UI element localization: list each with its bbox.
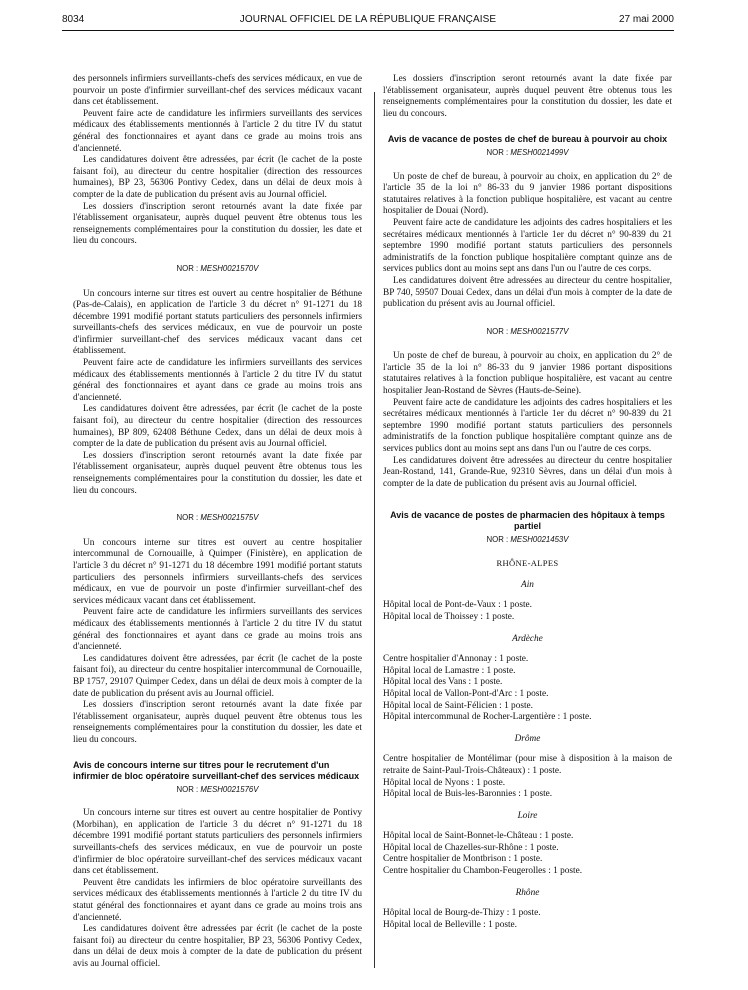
department-heading: Loire	[517, 810, 538, 821]
page-number: 8034	[62, 14, 85, 25]
paragraph: Un concours interne sur titres est ouvert au centre hospitalier de Pontivy (Morbihan), en application de l'article 3 du décret n° 91-1271 du 18 décembre 1991 modifié portant statuts particuliers des personnels infirmiers surveillants-chefs des services médicaux, en vue de pourvoir un poste d'infirmier de bloc opératoire surveillant-chef des services médicaux vacant dans cet établissement.	[73, 808, 362, 877]
paragraph: Peuvent faire acte de candidature les adjoints des cadres hospitaliers et les secrétaires médicaux mentionnés à l'article 1er du décret n° 90-839 du 21 septembre 1990 modifié portant statuts particuliers des personnels administratifs de la fonction publique hospitalière comptant quinze ans de services publics dont au moins sept ans dans l'un ou l'autre de ces corps.	[383, 217, 672, 275]
nor-label: NOR :	[176, 784, 199, 794]
hospital-entry: Hôpital local de Nyons : 1 poste.	[383, 777, 506, 788]
hospital-entry: Hôpital local de Saint-Bonnet-le-Château : 1 poste.	[383, 831, 574, 842]
paragraph: des personnels infirmiers surveillants-chefs des services médicaux, en vue de pourvoir un poste d'infirmier surveillant-chef des services médicaux vacant dans cet établissement.	[73, 74, 362, 108]
page-header	[62, 11, 674, 29]
hospital-entry: Hôpital intercommunal de Rocher-Largentière : 1 poste.	[383, 712, 592, 723]
paragraph: Peuvent faire acte de candidature les adjoints des cadres hospitaliers et les secrétaires médicaux mentionnés à l'article 1er du décret n° 90-839 du 21 septembre 1990 modifié portant statuts particuliers des personnels administratifs de la fonction publique hospitalière comptant quinze ans de services publics dont au moins sept ans dans l'un ou l'autre de ces corps.	[383, 397, 672, 455]
paragraph: Les candidatures doivent être adressées au directeur du centre hospitalier, BP 740, 59507 Douai Cedex, dans un délai d'un mois à compter de la date de publication du présent avis au Journal officiel.	[383, 275, 672, 310]
paragraph: Peuvent faire acte de candidature les infirmiers surveillants des services médicaux des établissements mentionnés à l'article 2 du titre IV du statut général des fonctionnaires et ayant dans ce grade au moins trois ans d'ancienneté.	[73, 607, 362, 653]
paragraph: Un poste de chef de bureau, à pourvoir au choix, en application du 2° de l'article 35 de la loi n° 86-33 du 9 janvier 1986 portant dispositions statutaires relatives à la fonction publique hospitalière, est vacant au centre hospitalier de Douai (Nord).	[383, 171, 672, 217]
section-heading: Avis de vacance de postes de pharmacien des hôpitaux à temps partiel	[390, 510, 665, 531]
nor-code: MESH0021575V	[200, 513, 259, 523]
nor-code: MESH0021453V	[510, 534, 569, 544]
department-heading: Ain	[521, 579, 534, 590]
hospital-entry: Hôpital local de Belleville : 1 poste.	[383, 919, 517, 930]
paragraph: Les dossiers d'inscription seront retournés avant la date fixée par l'établissement organisateur, auprès duquel peuvent être obtenus tous les renseignements complémentaires pour la constitution du dossier, les date et lieu du concours.	[73, 700, 362, 745]
hospital-entry: Centre hospitalier du Chambon-Feugerolles : 1 poste.	[383, 866, 583, 877]
paragraph: Les dossiers d'inscription seront retournés avant la date fixée par l'établissement organisateur, auprès duquel peuvent être obtenus tous les renseignements complémentaires pour la constitution du dossier, les date et lieu du concours.	[73, 201, 362, 247]
paragraph: Peuvent faire acte de candidature les infirmiers surveillants des services médicaux des établissements mentionnés à l'article 2 du titre IV du statut général des fonctionnaires et ayant dans ce grade au moins trois ans d'ancienneté.	[73, 108, 362, 154]
paragraph: Les candidatures doivent être adressées, par écrit (le cachet de la poste faisant foi), au directeur du centre hospitalier (direction des ressources humaines), BP 809, 62408 Béthune Cedex, dans un délai de deux mois à compter de la date de publication du présent avis au Journal officiel.	[73, 404, 362, 450]
department-heading: Rhône	[515, 887, 540, 898]
paragraph: Les candidatures doivent être adressées, par écrit (le cachet de la poste faisant foi), au directeur du centre hospitalier (direction des ressources humaines), BP 23, 56306 Pontivy Cedex, dans un délai de deux mois à compter de la date de publication du présent avis au Journal officiel.	[73, 155, 362, 200]
journal-title: JOURNAL OFFICIEL DE LA RÉPUBLIQUE FRANÇAISE	[239, 14, 497, 25]
section-heading: Avis de vacance de postes de chef de bureau à pourvoir au choix	[387, 134, 668, 145]
hospital-entry: Centre hospitalier de Montbrison : 1 poste.	[383, 854, 543, 865]
paragraph: Peuvent faire acte de candidature les infirmiers surveillants des services médicaux des établissements mentionnés à l'article 2 du titre IV du statut général des fonctionnaires et ayant dans ce grade au moins trois ans d'ancienneté.	[73, 358, 362, 403]
hospital-entry: Centre hospitalier de Montélimar (pour mise à disposition à la maison de retraite de Saint-Paul-Trois-Châteaux) : 1 poste.	[383, 754, 672, 776]
nor-reference	[383, 534, 672, 546]
nor-reference	[73, 512, 362, 524]
nor-label: NOR :	[486, 534, 509, 544]
paragraph: Les dossiers d'inscription seront retournés avant la date fixée par l'établissement organisateur, auprès duquel peuvent être obtenus tous les renseignements complémentaires pour la constitution du dossier, les date et lieu du concours.	[73, 450, 362, 496]
right-column	[383, 74, 672, 931]
column-separator	[374, 92, 375, 968]
issue-date: 27 mai 2000	[618, 14, 674, 25]
nor-reference	[383, 147, 672, 159]
hospital-entry: Hôpital local de Buis-les-Baronnies : 1 poste.	[383, 789, 553, 800]
nor-label: NOR :	[486, 147, 509, 157]
nor-code: MESH0021570V	[200, 263, 259, 273]
nor-reference	[73, 263, 362, 275]
department-heading: Ardèche	[512, 633, 543, 644]
hospital-entry: Hôpital local de Vallon-Pont-d'Arc : 1 poste.	[383, 688, 549, 699]
paragraph: Un concours interne sur titres est ouvert au centre hospitalier de Béthune (Pas-de-Calais), en application de l'article 3 du décret n° 91-1271 du 18 décembre 1991 modifié portant statuts particuliers des personnels infirmiers surveillants-chefs des services médicaux, en vue de pourvoir un poste d'infirmier surveillant-chef des services médicaux vacant dans cet établissement.	[73, 288, 362, 357]
paragraph: Les candidatures doivent être adressées au directeur du centre hospitalier Jean-Rostand, 141, Grande-Rue, 92310 Sèvres, dans un délai d'un mois à compter de la date de publication du présent avis au Journal officiel.	[383, 455, 672, 489]
nor-code: MESH0021576V	[200, 784, 259, 794]
nor-code: MESH0021499V	[510, 147, 569, 157]
paragraph: Un concours interne sur titres est ouvert au centre hospitalier intercommunal de Cornouaille, à Quimper (Finistère), en application de l'article 3 du décret n° 91-1271 du 18 décembre 1991 modifié portant statuts particuliers des personnels infirmiers surveillants-chefs des services médicaux, en vue de pourvoir un poste d'infirmier surveillant-chef des services médicaux vacant dans cet établissement.	[73, 537, 362, 606]
nor-reference	[383, 326, 672, 338]
hospital-entry: Hôpital local de Chazelles-sur-Rhône : 1 poste.	[383, 842, 559, 853]
paragraph: Les candidatures doivent être adressées, par écrit (le cachet de la poste faisant foi), au directeur du centre hospitalier intercommunal de Cornouaille, BP 1757, 29107 Quimper Cedex, dans un délai de deux mois à compter de la date de publication du présent avis au Journal officiel.	[73, 653, 362, 699]
paragraph: Les candidatures doivent être adressées par écrit (le cachet de la poste faisant foi) au directeur du centre hospitalier, BP 23, 56306 Pontivy Cedex, dans un délai de deux mois à compter de la date de publication du présent avis au Journal officiel.	[73, 924, 362, 969]
nor-code: MESH0021577V	[510, 326, 569, 336]
nor-label: NOR :	[176, 513, 199, 523]
paragraph: Les dossiers d'inscription seront retournés avant la date fixée par l'établissement organisateur, auprès duquel peuvent être obtenus tous les renseignements complémentaires pour la constitution du dossier, les date et lieu du concours.	[383, 74, 672, 119]
section-heading: Avis de concours interne sur titres pour le recrutement d'un infirmier de bloc opératoire surveillant-chef des services médicaux	[73, 760, 360, 782]
hospital-entry: Hôpital local de Lamastre : 1 poste.	[383, 665, 516, 676]
hospital-entry: Centre hospitalier d'Annonay : 1 poste.	[383, 654, 529, 665]
left-column	[73, 74, 362, 971]
hospital-entry: Hôpital local de Thoissey : 1 poste.	[383, 611, 515, 622]
department-heading: Drôme	[514, 733, 541, 744]
nor-label: NOR :	[176, 263, 199, 273]
paragraph: Un poste de chef de bureau, à pourvoir au choix, en application du 2° de l'article 35 de la loi n° 86-33 du 9 janvier 1986 portant dispositions statutaires relatives à la fonction publique hospitalière, est vacant au centre hospitalier Jean-Rostand de Sèvres (Hauts-de-Seine).	[383, 351, 672, 397]
hospital-entry: Hôpital local de Pont-de-Vaux : 1 poste.	[383, 600, 532, 611]
hospital-entry: Hôpital local des Vans : 1 poste.	[383, 677, 503, 688]
header-rule	[62, 30, 674, 31]
region-heading: RHÔNE-ALPES	[496, 558, 559, 569]
hospital-entry: Hôpital local de Bourg-de-Thizy : 1 poste.	[383, 908, 541, 919]
nor-reference	[73, 784, 362, 796]
nor-label: NOR :	[486, 326, 509, 336]
hospital-entry: Hôpital local de Saint-Félicien : 1 poste.	[383, 700, 534, 711]
paragraph: Peuvent être candidats les infirmiers de bloc opératoire surveillants des services médicaux des établissements mentionnés à l'article 2 du titre IV du statut général des fonctionnaires et ayant dans ce grade au moins trois ans d'ancienneté.	[73, 877, 362, 923]
